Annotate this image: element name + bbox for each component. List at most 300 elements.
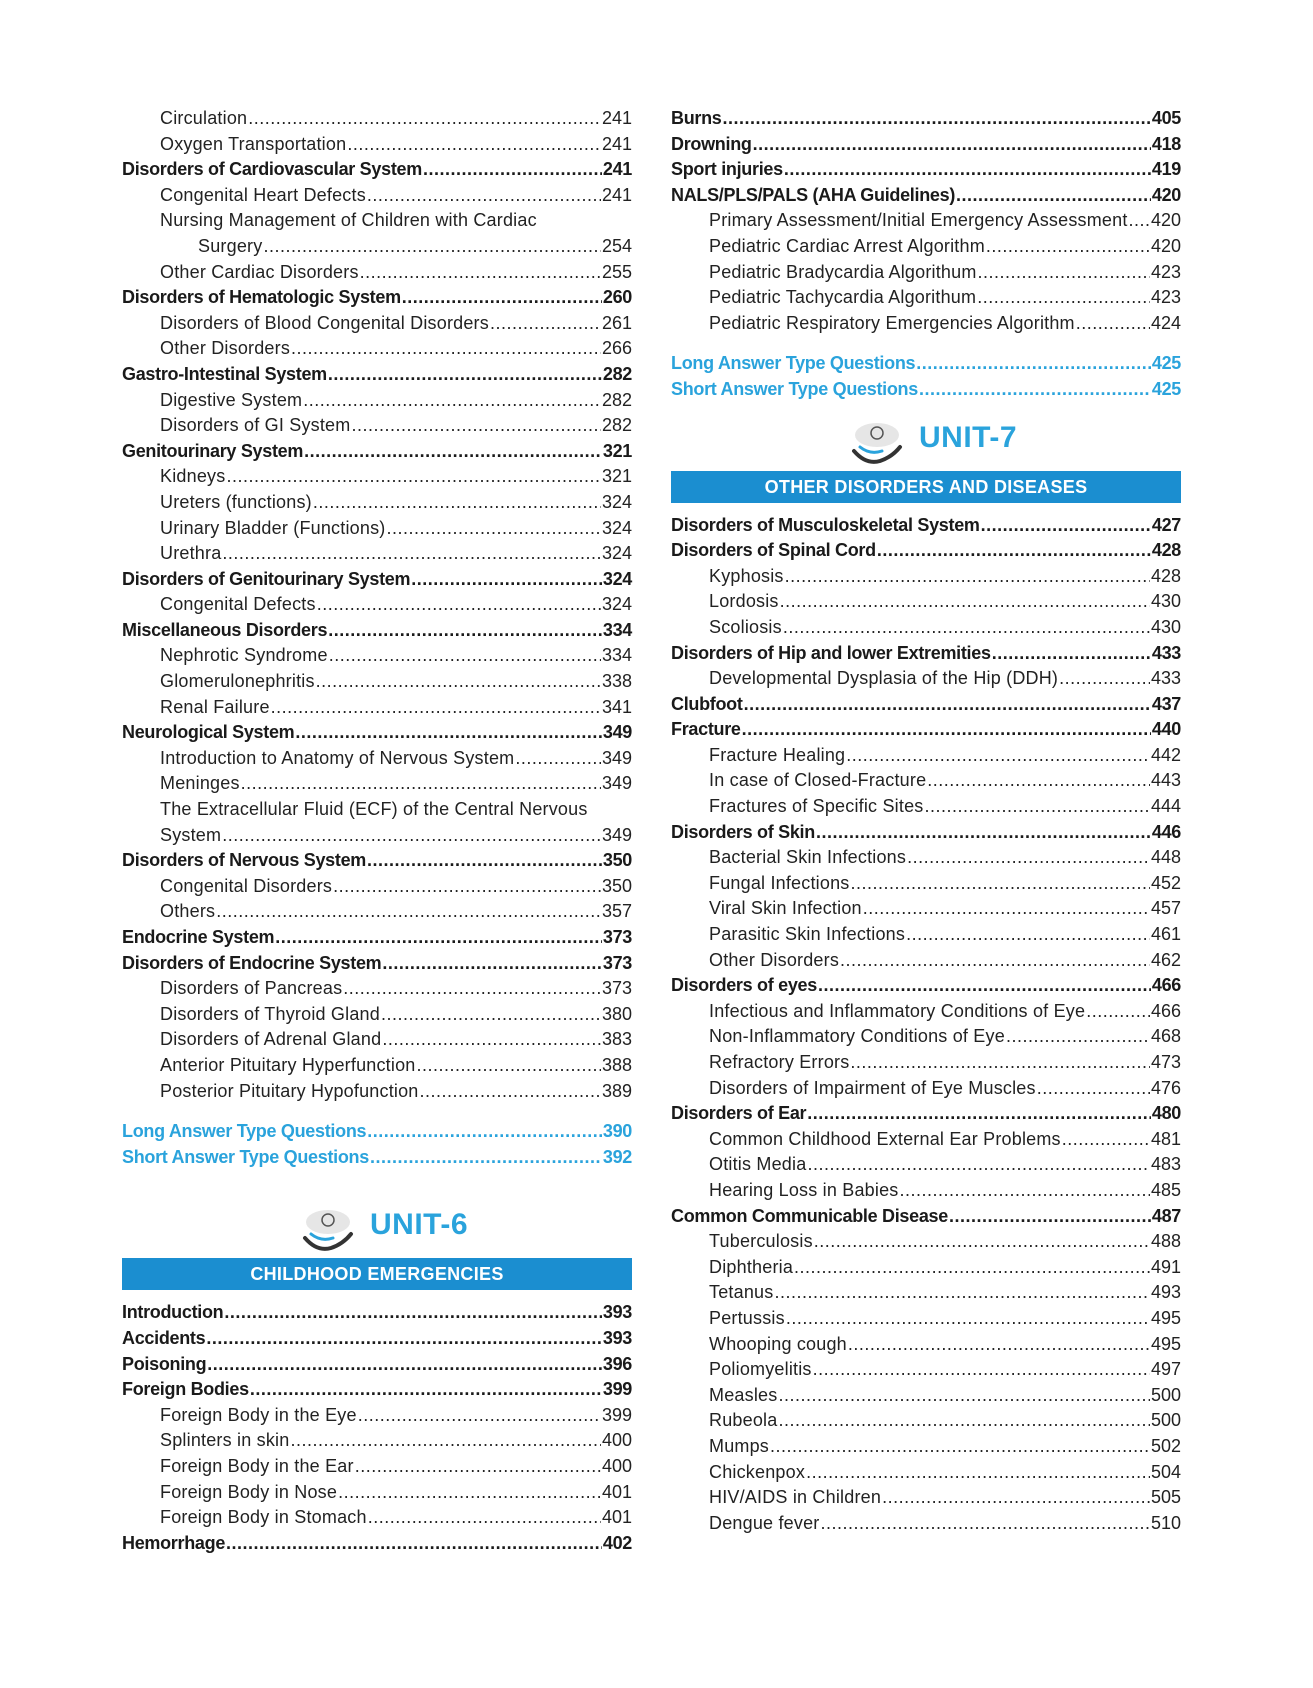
unit-subtitle-bar: CHILDHOOD EMERGENCIES (122, 1258, 632, 1290)
toc-subsection-entry (671, 768, 1181, 794)
toc-subsection-entry (671, 1511, 1181, 1537)
page-number: 428 (1150, 565, 1181, 586)
entry-title: Gastro-Intestinal System (122, 363, 327, 384)
caring-hands-icon (846, 421, 908, 467)
dot-leader (316, 669, 601, 695)
toc-subsection-entry (122, 1079, 632, 1105)
page-number: 473 (1150, 1052, 1181, 1072)
toc-subsection-entry (671, 285, 1181, 311)
page-number: 427 (1151, 514, 1181, 535)
dot-leader (515, 746, 601, 772)
toc-section-entry (122, 1531, 632, 1557)
toc-subsection-entry (671, 922, 1181, 948)
entry-title: Foreign Body in Nose (160, 1481, 338, 1502)
page-number: 402 (602, 1532, 632, 1553)
page-number: 324 (602, 568, 632, 589)
dot-leader (275, 925, 602, 951)
dot-leader (846, 743, 1150, 769)
unit-title: UNIT-7 (919, 420, 1018, 454)
toc-subsection-entry (671, 999, 1181, 1025)
toc-subsection-entry (671, 1178, 1181, 1204)
toc-subsection-entry (671, 615, 1181, 641)
page-number: 500 (1150, 1410, 1181, 1431)
toc-subsection-entry (122, 464, 632, 490)
page-number: 388 (601, 1054, 632, 1075)
dot-leader (328, 618, 602, 644)
page-number: 444 (1150, 796, 1181, 817)
entry-title: Other Cardiac Disorders (160, 261, 359, 282)
page-number: 389 (601, 1080, 632, 1101)
page-number: 495 (1150, 1333, 1181, 1354)
toc-subsection-entry (671, 1255, 1181, 1281)
dot-leader (338, 1480, 601, 1506)
entry-title: Bacterial Skin Infections (709, 847, 907, 868)
dot-leader (744, 692, 1151, 718)
page-number: 476 (1150, 1077, 1181, 1098)
toc-subsection-entry (122, 823, 632, 849)
page-number: 241 (601, 133, 632, 154)
toc-section-entry (122, 848, 632, 874)
toc-subsection-entry (671, 1434, 1181, 1460)
toc-subsection-entry (671, 564, 1181, 590)
toc-subsection-entry (671, 743, 1181, 769)
page-number: 350 (602, 850, 632, 871)
page-number: 324 (601, 517, 632, 538)
unit-6-entries (122, 1300, 632, 1556)
dot-leader (850, 1050, 1150, 1076)
entry-title: Disorders of Nervous System (122, 850, 366, 871)
toc-subsection-entry (122, 413, 632, 439)
page-number: 481 (1150, 1128, 1181, 1149)
page-number: 321 (602, 440, 632, 461)
dot-leader (248, 106, 601, 132)
page-number: 334 (601, 645, 632, 666)
dot-leader (814, 1229, 1150, 1255)
toc-section-entry (122, 951, 632, 977)
entry-title: Poisoning (122, 1353, 207, 1374)
dot-leader (328, 362, 602, 388)
toc-subsection-entry (122, 771, 632, 797)
dot-leader (370, 1145, 602, 1171)
toc-subsection-entry (671, 1383, 1181, 1409)
dot-leader (343, 976, 601, 1002)
toc-subsection-entry (671, 1280, 1181, 1306)
entry-title: Accidents (122, 1327, 206, 1348)
page-number: 497 (1150, 1359, 1181, 1380)
toc-section-entry (671, 717, 1181, 743)
entry-title: Disorders of Cardiovascular System (122, 159, 422, 180)
entry-title: Glomerulonephritis (160, 671, 315, 692)
dot-leader (949, 1204, 1151, 1230)
entry-title: Disorders of Spinal Cord (671, 540, 876, 561)
dot-leader (241, 771, 601, 797)
page-number: 349 (601, 747, 632, 768)
entry-title: Developmental Dysplasia of the Hip (DDH) (709, 668, 1059, 689)
dot-leader (742, 717, 1151, 743)
toc-subsection-entry (122, 490, 632, 516)
page-number: 425 (1151, 353, 1181, 374)
entry-title: Poliomyelitis (709, 1359, 812, 1380)
toc-section-entry (671, 820, 1181, 846)
entry-title: Congenital Disorders (160, 875, 333, 896)
toc-subsection-entry (671, 1127, 1181, 1153)
toc-subsection-entry (671, 1460, 1181, 1486)
dot-leader (774, 1280, 1150, 1306)
entry-title: Meninges (160, 773, 240, 794)
entry-title: Whooping cough (709, 1333, 847, 1354)
entry-title: Foreign Body in the Eye (160, 1404, 357, 1425)
toc-subsection-entry (671, 871, 1181, 897)
entry-title: Rubeola (709, 1410, 778, 1431)
toc-section-entry (671, 132, 1181, 158)
dot-leader (981, 513, 1151, 539)
toc-subsection-entry (671, 1229, 1181, 1255)
question-section-entry (122, 1119, 632, 1145)
dot-leader (978, 260, 1150, 286)
toc-subsection-entry (671, 589, 1181, 615)
entry-title: Hearing Loss in Babies (709, 1179, 899, 1200)
entry-title: Splinters in skin (160, 1430, 290, 1451)
entry-title: Pediatric Tachycardia Algorithum (709, 287, 977, 308)
toc-section-entry (671, 183, 1181, 209)
dot-leader (986, 234, 1150, 260)
page-number: 420 (1150, 210, 1181, 231)
dot-leader (381, 1002, 601, 1028)
page-number: 442 (1150, 744, 1181, 765)
page-number: 487 (1151, 1205, 1181, 1226)
dot-leader (816, 820, 1151, 846)
unit-title: UNIT-6 (370, 1208, 469, 1242)
dot-leader (367, 848, 602, 874)
entry-title: Nephrotic Syndrome (160, 645, 328, 666)
questions-left (122, 1119, 632, 1170)
page-number: 241 (602, 159, 632, 180)
entry-title: Otitis Media (709, 1154, 807, 1175)
entry-title: Common Childhood External Ear Problems (709, 1128, 1061, 1149)
page-number: 373 (601, 978, 632, 999)
entry-title: Dengue fever (709, 1512, 820, 1533)
toc-subsection-entry (122, 541, 632, 567)
dot-leader (778, 1383, 1150, 1409)
dot-leader (863, 896, 1150, 922)
dot-leader (420, 1079, 601, 1105)
entry-title: Drowning (671, 133, 752, 154)
entry-title: Foreign Body in the Ear (160, 1455, 354, 1476)
dot-leader (263, 234, 601, 260)
page-number: 466 (1151, 975, 1181, 996)
dot-leader (250, 1377, 602, 1403)
entry-title: Viral Skin Infection (709, 898, 862, 919)
dot-leader (224, 1300, 601, 1326)
toc-subsection-entry (671, 1408, 1181, 1434)
toc-subsection-entry (671, 666, 1181, 692)
toc-subsection-entry (671, 1024, 1181, 1050)
toc-subsection-entry (122, 746, 632, 772)
entry-title: Hemorrhage (122, 1532, 226, 1553)
page-number: 466 (1150, 1000, 1181, 1021)
toc-subsection-entry (671, 896, 1181, 922)
entry-title: Fracture (671, 719, 741, 740)
dot-leader (313, 490, 601, 516)
entry-title: Congenital Defects (160, 594, 316, 615)
dot-leader (1086, 999, 1150, 1025)
dot-leader (882, 1485, 1150, 1511)
dot-leader (367, 1119, 602, 1145)
entry-title: Pediatric Cardiac Arrest Algorithm (709, 235, 985, 256)
page-number: 255 (601, 261, 632, 282)
page-number: 393 (602, 1302, 632, 1323)
dot-leader (813, 1357, 1150, 1383)
dot-leader (382, 951, 601, 977)
dot-leader (226, 464, 601, 490)
page-number: 502 (1150, 1435, 1181, 1456)
toc-subsection-entry (671, 794, 1181, 820)
page-number: 349 (601, 824, 632, 845)
toc-subsection-entry (122, 106, 632, 132)
dot-leader (347, 132, 601, 158)
dot-leader (848, 1332, 1150, 1358)
unit-subtitle-bar: OTHER DISORDERS AND DISEASES (671, 471, 1181, 503)
toc-entries-right (671, 106, 1181, 336)
entry-title: Clubfoot (671, 693, 743, 714)
toc-subsection-entry (671, 311, 1181, 337)
toc-subsection-entry (122, 1505, 632, 1531)
toc-subsection-entry (671, 260, 1181, 286)
page-number: 324 (601, 491, 632, 512)
unit-7-entries (671, 513, 1181, 1537)
page-number: 334 (602, 619, 632, 640)
dot-leader (304, 439, 602, 465)
page-number: 338 (601, 671, 632, 692)
dot-leader (206, 1326, 602, 1352)
toc-section-entry (122, 1352, 632, 1378)
entry-title: Tetanus (709, 1282, 774, 1303)
dot-leader (271, 695, 601, 721)
page-number: 462 (1150, 949, 1181, 970)
page-number: 399 (601, 1404, 632, 1425)
entry-title: Pediatric Respiratory Emergencies Algorithm (709, 312, 1075, 333)
question-section-entry (671, 377, 1181, 403)
caring-hands-icon (297, 1208, 359, 1254)
dot-leader (840, 948, 1150, 974)
entry-title: Introduction to Anatomy of Nervous System (160, 747, 515, 768)
dot-leader (367, 183, 601, 209)
dot-leader (351, 413, 601, 439)
dot-leader (333, 874, 601, 900)
page-number: 433 (1150, 668, 1181, 689)
entry-title: Others (160, 901, 216, 922)
page-number: 321 (601, 466, 632, 487)
entry-title: Scoliosis (709, 616, 782, 637)
page-number: 461 (1150, 924, 1181, 945)
dot-leader (291, 336, 601, 362)
page-number: 452 (1150, 872, 1181, 893)
dot-leader (303, 388, 601, 414)
page-number: 419 (1151, 159, 1181, 180)
page-number: 282 (601, 389, 632, 410)
dot-leader (785, 564, 1150, 590)
toc-section-entry (122, 362, 632, 388)
entry-title: Disorders of Blood Congenital Disorders (160, 312, 489, 333)
entry-title: Mumps (709, 1435, 770, 1456)
toc-subsection-entry (671, 1076, 1181, 1102)
dot-leader (382, 1027, 601, 1053)
toc-subsection-entry (122, 1454, 632, 1480)
dot-leader (490, 311, 601, 337)
entry-title: Disorders of Endocrine System (122, 952, 382, 973)
page-number: 468 (1150, 1026, 1181, 1047)
entry-title: Primary Assessment/Initial Emergency Assessment (709, 210, 1128, 231)
entry-title: In case of Closed-Fracture (709, 770, 927, 791)
page-number: 380 (601, 1003, 632, 1024)
toc-subsection-entry (122, 260, 632, 286)
toc-section-entry (122, 1326, 632, 1352)
toc-subsection-entry (122, 899, 632, 925)
entry-title: Oxygen Transportation (160, 133, 347, 154)
dot-leader (1037, 1076, 1150, 1102)
page-number: 349 (601, 773, 632, 794)
page-number: 373 (602, 927, 632, 947)
page-number: 510 (1150, 1512, 1181, 1533)
page-number: 446 (1151, 821, 1181, 842)
page-number: 341 (601, 696, 632, 717)
entry-title: Fractures of Specific Sites (709, 796, 924, 817)
entry-title: Urinary Bladder (Functions) (160, 517, 386, 538)
page-number: 400 (601, 1430, 632, 1451)
page-number: 373 (602, 952, 632, 973)
dot-leader (1129, 208, 1150, 234)
dot-leader (818, 973, 1151, 999)
page-number: 401 (601, 1507, 632, 1528)
entry-title: Foreign Bodies (122, 1379, 249, 1400)
entry-title: Neurological System (122, 722, 295, 743)
dot-leader (977, 285, 1150, 311)
toc-section-entry (122, 720, 632, 746)
toc-section-entry (671, 692, 1181, 718)
dot-leader (1076, 311, 1150, 337)
toc-section-entry (671, 973, 1181, 999)
dot-leader (916, 351, 1151, 377)
entry-title: Non-Inflammatory Conditions of Eye (709, 1026, 1005, 1047)
entry-title: Congenital Heart Defects (160, 184, 366, 205)
page-number: 505 (1150, 1487, 1181, 1508)
page-number: 495 (1150, 1307, 1181, 1328)
toc-section-entry (671, 1101, 1181, 1127)
toc-section-entry (671, 538, 1181, 564)
toc-subsection-entry (122, 643, 632, 669)
toc-subsection-entry (671, 1332, 1181, 1358)
entry-title: Diphtheria (709, 1256, 794, 1277)
toc-section-entry (671, 157, 1181, 183)
entry-title: Sport injuries (671, 159, 783, 180)
toc-subsection-entry (122, 311, 632, 337)
page-number: 261 (601, 312, 632, 333)
page-number: 457 (1150, 898, 1181, 919)
page-number: 428 (1151, 540, 1181, 561)
toc-section-entry (671, 106, 1181, 132)
dot-leader (226, 1531, 602, 1557)
toc-section-entry (122, 925, 632, 951)
entry-title: Lordosis (709, 591, 779, 612)
entry-title: Posterior Pituitary Hypofunction (160, 1080, 419, 1101)
unit-7-header (671, 419, 1181, 471)
page-number: 241 (601, 184, 632, 205)
page-number: 392 (602, 1146, 632, 1167)
toc-subsection-entry (122, 234, 632, 260)
toc-subsection-entry (671, 208, 1181, 234)
entry-title: Foreign Body in Stomach (160, 1507, 367, 1528)
dot-leader (806, 1460, 1150, 1486)
dot-leader (927, 768, 1150, 794)
entry-title: Fracture Healing (709, 744, 846, 765)
toc-section-entry (671, 1204, 1181, 1230)
entry-title: Pertussis (709, 1307, 785, 1328)
dot-leader (386, 516, 600, 542)
dot-leader (368, 1505, 601, 1531)
toc-subsection-entry (122, 874, 632, 900)
entry-title: Disorders of eyes (671, 975, 817, 996)
dot-leader (355, 1454, 601, 1480)
page-number: 433 (1151, 642, 1181, 663)
dot-leader (906, 922, 1150, 948)
dot-leader (753, 132, 1151, 158)
toc-subsection-entry (122, 1053, 632, 1079)
dot-leader (992, 641, 1151, 667)
toc-entries-left (122, 106, 632, 1104)
page-number: 254 (601, 235, 632, 256)
entry-title: Disorders of Skin (671, 821, 815, 842)
toc-section-entry (122, 567, 632, 593)
page-number: 443 (1150, 770, 1181, 791)
entry-title: Fungal Infections (709, 872, 850, 893)
dot-leader (850, 871, 1149, 897)
page-number: 282 (602, 363, 632, 384)
toc-column-right (671, 106, 1181, 1536)
entry-title: Tuberculosis (709, 1231, 813, 1252)
toc-subsection-entry (122, 1403, 632, 1429)
entry-title: Short Answer Type Questions (122, 1146, 369, 1167)
toc-subsection-entry (671, 1050, 1181, 1076)
page-number: 430 (1150, 591, 1181, 612)
dot-leader (783, 615, 1150, 641)
dot-leader (956, 183, 1151, 209)
dot-leader (877, 538, 1151, 564)
toc-section-entry (122, 1300, 632, 1326)
entry-title: Miscellaneous Disorders (122, 619, 328, 640)
entry-title: Chickenpox (709, 1461, 806, 1482)
page-number: 448 (1150, 847, 1181, 868)
toc-entry-wrapped-title: Nursing Management of Children with Cardiac (160, 210, 537, 231)
dot-leader (290, 1428, 601, 1454)
entry-title: Disorders of Thyroid Gland (160, 1003, 380, 1024)
page-number: 405 (1151, 108, 1181, 128)
page-number: 399 (602, 1379, 632, 1400)
unit-6-header (122, 1206, 632, 1258)
page-number: 324 (601, 543, 632, 564)
dot-leader (820, 1511, 1149, 1537)
dot-leader (907, 845, 1150, 871)
page-number: 418 (1151, 133, 1181, 154)
page-number: 485 (1150, 1179, 1181, 1200)
page-number: 423 (1150, 261, 1181, 282)
toc-subsection-entry (122, 183, 632, 209)
toc-subsection-entry (671, 948, 1181, 974)
dot-leader (317, 592, 601, 618)
page-number: 504 (1150, 1461, 1181, 1482)
page-number: 393 (602, 1327, 632, 1348)
page-number: 488 (1150, 1231, 1181, 1252)
page-number: 266 (601, 338, 632, 359)
